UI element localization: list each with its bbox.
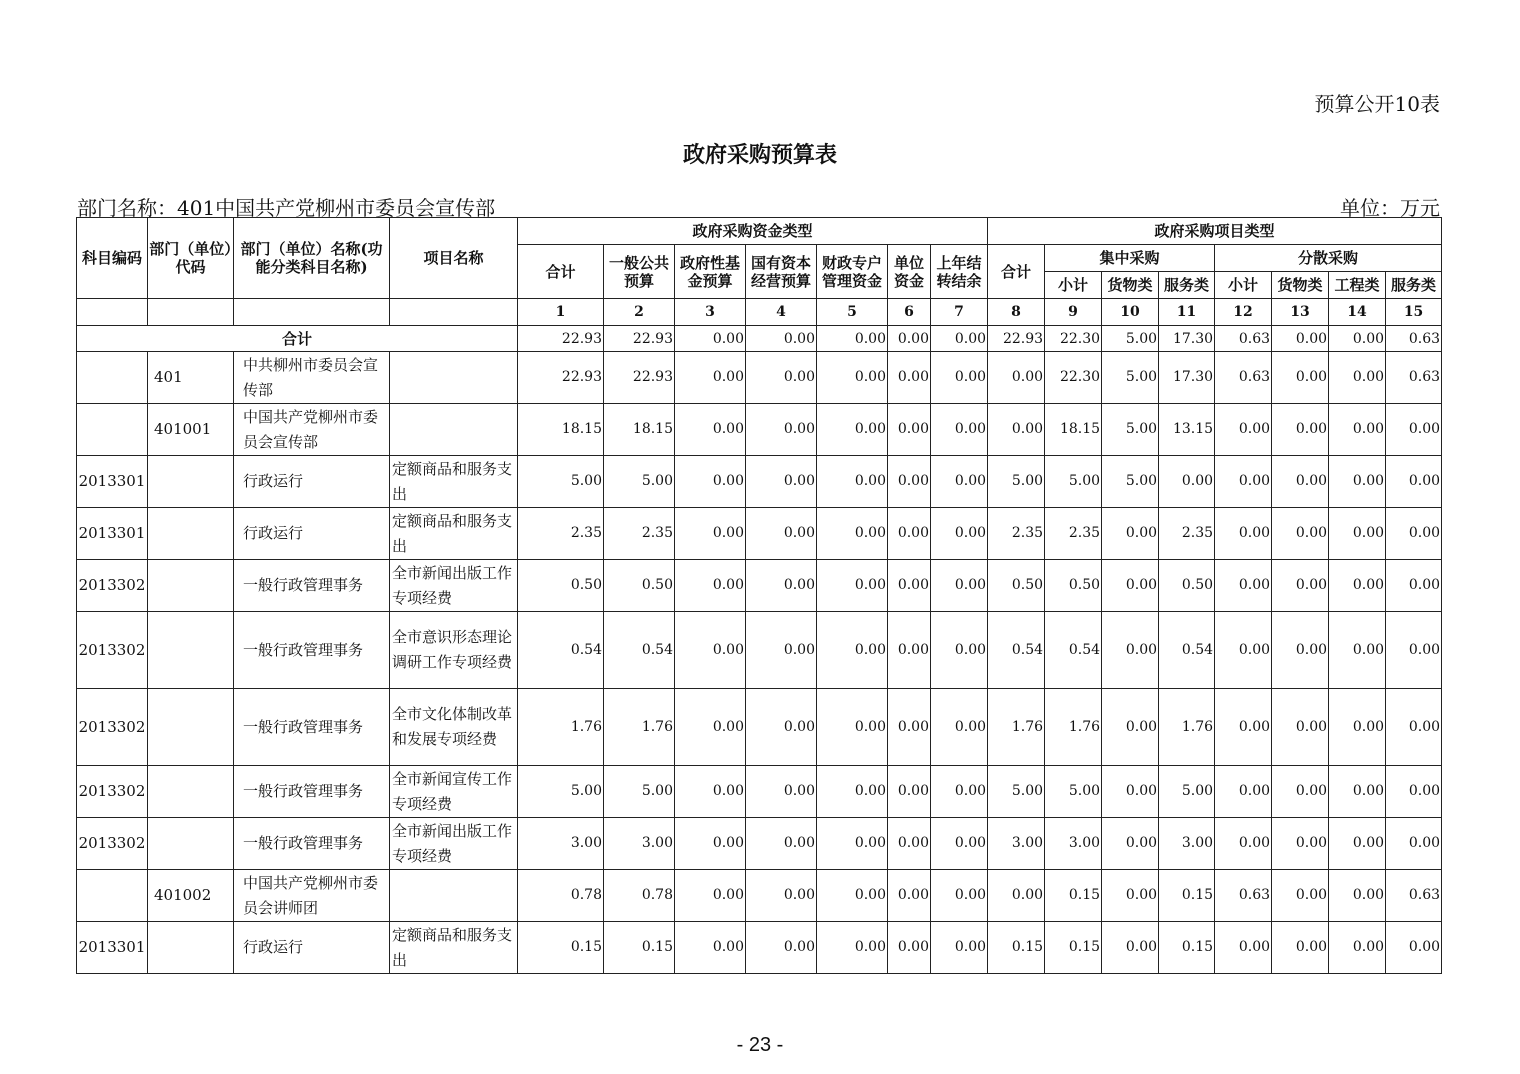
amount-cell: 0.15	[604, 922, 675, 974]
subject-code-cell	[77, 404, 148, 456]
total-value: 17.30	[1159, 326, 1215, 352]
dept-code-cell	[148, 456, 234, 508]
dept-name-cell: 行政运行	[234, 508, 390, 560]
amount-cell: 0.00	[1272, 456, 1329, 508]
amount-cell: 0.00	[1386, 612, 1442, 689]
amount-cell: 0.15	[1045, 922, 1102, 974]
header-fund-total: 合计	[518, 245, 604, 299]
amount-cell: 0.00	[1102, 508, 1159, 560]
page-title: 政府采购预算表	[682, 142, 837, 168]
total-row	[77, 326, 1442, 352]
column-index: 9	[1045, 299, 1102, 326]
amount-cell: 0.00	[1215, 456, 1272, 508]
table-row	[77, 508, 1442, 560]
amount-cell: 0.00	[1386, 766, 1442, 818]
header-dept-code: 部门（单位）代码	[148, 218, 234, 299]
amount-cell: 0.00	[931, 766, 988, 818]
amount-cell: 5.00	[604, 456, 675, 508]
total-value: 0.00	[1272, 326, 1329, 352]
total-label: 合计	[77, 326, 518, 352]
amount-cell: 3.00	[988, 818, 1045, 870]
amount-cell: 0.00	[675, 689, 746, 766]
amount-cell: 5.00	[1159, 766, 1215, 818]
department-label: 部门名称：401中国共产党柳州市委员会宣传部	[77, 196, 496, 220]
table-row	[77, 352, 1442, 404]
header-central-services: 服务类	[1159, 272, 1215, 299]
header-dispersed-procurement: 分散采购	[1215, 245, 1442, 272]
amount-cell: 0.00	[931, 352, 988, 404]
amount-cell: 0.00	[1329, 689, 1386, 766]
amount-cell: 0.00	[746, 612, 817, 689]
table-row	[77, 560, 1442, 612]
column-index: 2	[604, 299, 675, 326]
amount-cell: 0.00	[1272, 404, 1329, 456]
amount-cell: 0.00	[1102, 870, 1159, 922]
amount-cell: 0.00	[1272, 766, 1329, 818]
header-state-capital-budget: 国有资本经营预算	[746, 245, 817, 299]
amount-cell: 1.76	[518, 689, 604, 766]
dept-code-cell	[148, 508, 234, 560]
amount-cell: 0.00	[931, 508, 988, 560]
column-index: 1	[518, 299, 604, 326]
amount-cell: 5.00	[988, 456, 1045, 508]
amount-cell: 2.35	[1159, 508, 1215, 560]
column-index: 12	[1215, 299, 1272, 326]
dept-name-cell: 一般行政管理事务	[234, 560, 390, 612]
total-value: 0.00	[1329, 326, 1386, 352]
amount-cell: 22.93	[604, 352, 675, 404]
amount-cell: 0.50	[988, 560, 1045, 612]
amount-cell: 0.00	[817, 560, 888, 612]
project-name-cell: 全市新闻出版工作专项经费	[390, 818, 518, 870]
amount-cell: 0.78	[604, 870, 675, 922]
subject-code-cell: 2013302	[77, 612, 148, 689]
project-name-cell	[390, 870, 518, 922]
amount-cell: 18.15	[604, 404, 675, 456]
amount-cell: 0.00	[888, 922, 931, 974]
subject-code-cell: 2013301	[77, 456, 148, 508]
amount-cell: 0.00	[1102, 766, 1159, 818]
amount-cell: 0.00	[1329, 404, 1386, 456]
amount-cell: 0.00	[1215, 560, 1272, 612]
amount-cell: 0.00	[1329, 352, 1386, 404]
total-value: 0.00	[888, 326, 931, 352]
amount-cell: 0.00	[988, 352, 1045, 404]
amount-cell: 0.15	[1159, 922, 1215, 974]
subject-code-cell: 2013301	[77, 922, 148, 974]
header-dispersed-works: 工程类	[1329, 272, 1386, 299]
amount-cell: 0.00	[817, 612, 888, 689]
amount-cell: 0.15	[988, 922, 1045, 974]
amount-cell: 2.35	[604, 508, 675, 560]
amount-cell: 0.00	[1272, 560, 1329, 612]
amount-cell: 0.00	[1329, 818, 1386, 870]
amount-cell: 0.00	[675, 404, 746, 456]
amount-cell: 0.00	[888, 456, 931, 508]
subject-code-cell: 2013302	[77, 766, 148, 818]
amount-cell: 0.00	[1102, 818, 1159, 870]
amount-cell: 0.00	[888, 612, 931, 689]
amount-cell: 5.00	[518, 456, 604, 508]
amount-cell: 0.00	[1386, 818, 1442, 870]
amount-cell: 3.00	[604, 818, 675, 870]
amount-cell: 2.35	[518, 508, 604, 560]
dept-name-cell: 一般行政管理事务	[234, 689, 390, 766]
header-general-budget: 一般公共预算	[604, 245, 675, 299]
amount-cell: 0.00	[675, 818, 746, 870]
column-index: 10	[1102, 299, 1159, 326]
table-row	[77, 404, 1442, 456]
total-value: 0.00	[746, 326, 817, 352]
amount-cell: 0.50	[1159, 560, 1215, 612]
amount-cell: 0.00	[1272, 689, 1329, 766]
amount-cell: 0.00	[1272, 922, 1329, 974]
amount-cell: 0.00	[1329, 766, 1386, 818]
amount-cell: 1.76	[988, 689, 1045, 766]
amount-cell: 0.00	[817, 352, 888, 404]
total-value: 0.63	[1215, 326, 1272, 352]
amount-cell: 0.00	[817, 922, 888, 974]
project-name-cell: 定额商品和服务支出	[390, 922, 518, 974]
table-row	[77, 766, 1442, 818]
amount-cell: 0.00	[817, 766, 888, 818]
amount-cell: 0.00	[1329, 612, 1386, 689]
amount-cell: 0.63	[1386, 352, 1442, 404]
amount-cell: 5.00	[1102, 456, 1159, 508]
amount-cell: 1.76	[604, 689, 675, 766]
total-value: 0.63	[1386, 326, 1442, 352]
amount-cell: 18.15	[1045, 404, 1102, 456]
amount-cell: 0.00	[1215, 922, 1272, 974]
column-index: 14	[1329, 299, 1386, 326]
total-value: 0.00	[931, 326, 988, 352]
amount-cell: 0.00	[746, 560, 817, 612]
amount-cell: 0.00	[746, 689, 817, 766]
amount-cell: 0.00	[1272, 612, 1329, 689]
subject-code-cell	[77, 352, 148, 404]
project-name-cell: 全市新闻出版工作专项经费	[390, 560, 518, 612]
total-value: 5.00	[1102, 326, 1159, 352]
header-special-account: 财政专户管理资金	[817, 245, 888, 299]
amount-cell: 0.00	[931, 922, 988, 974]
amount-cell: 0.00	[1386, 404, 1442, 456]
dept-code-cell	[148, 612, 234, 689]
amount-cell: 1.76	[1045, 689, 1102, 766]
amount-cell: 0.00	[1272, 352, 1329, 404]
header-central-procurement: 集中采购	[1045, 245, 1215, 272]
amount-cell: 5.00	[1045, 456, 1102, 508]
amount-cell: 22.93	[518, 352, 604, 404]
subject-code-cell: 2013302	[77, 689, 148, 766]
procurement-budget-table	[76, 217, 1442, 974]
amount-cell: 0.00	[675, 508, 746, 560]
dept-name-cell: 一般行政管理事务	[234, 612, 390, 689]
amount-cell: 22.30	[1045, 352, 1102, 404]
amount-cell: 0.00	[746, 922, 817, 974]
column-index: 3	[675, 299, 746, 326]
header-project-type-group: 政府采购项目类型	[988, 218, 1442, 245]
total-value: 22.93	[604, 326, 675, 352]
subject-code-cell: 2013301	[77, 508, 148, 560]
header-dept-name: 部门（单位）名称(功能分类科目名称)	[234, 218, 390, 299]
amount-cell: 0.00	[888, 818, 931, 870]
amount-cell: 0.00	[746, 352, 817, 404]
amount-cell: 0.00	[931, 456, 988, 508]
subject-code-cell: 2013302	[77, 818, 148, 870]
amount-cell: 0.00	[888, 689, 931, 766]
amount-cell: 0.00	[931, 689, 988, 766]
amount-cell: 0.00	[1215, 818, 1272, 870]
amount-cell: 0.00	[1386, 689, 1442, 766]
total-value: 22.93	[518, 326, 604, 352]
amount-cell: 0.00	[931, 612, 988, 689]
amount-cell: 3.00	[1045, 818, 1102, 870]
amount-cell: 0.50	[1045, 560, 1102, 612]
header-project-total: 合计	[988, 245, 1045, 299]
dept-code-cell	[148, 560, 234, 612]
amount-cell: 0.00	[1329, 922, 1386, 974]
dept-code-cell: 401001	[148, 404, 234, 456]
amount-cell: 0.00	[1329, 456, 1386, 508]
header-dispersed-goods: 货物类	[1272, 272, 1329, 299]
total-value: 0.00	[817, 326, 888, 352]
column-index: 6	[888, 299, 931, 326]
header-gov-fund-budget: 政府性基金预算	[675, 245, 746, 299]
column-index: 8	[988, 299, 1045, 326]
column-index: 15	[1386, 299, 1442, 326]
amount-cell: 0.00	[1215, 508, 1272, 560]
column-index: 11	[1159, 299, 1215, 326]
amount-cell: 0.15	[518, 922, 604, 974]
table-row	[77, 689, 1442, 766]
amount-cell: 0.00	[1272, 508, 1329, 560]
amount-cell: 0.00	[1386, 560, 1442, 612]
amount-cell: 0.50	[518, 560, 604, 612]
amount-cell: 0.63	[1215, 352, 1272, 404]
dept-name-cell: 行政运行	[234, 456, 390, 508]
amount-cell: 0.00	[1386, 456, 1442, 508]
column-index: 7	[931, 299, 988, 326]
amount-cell: 0.00	[1215, 404, 1272, 456]
amount-cell: 0.00	[1102, 612, 1159, 689]
amount-cell: 0.00	[675, 922, 746, 974]
amount-cell: 0.00	[931, 560, 988, 612]
amount-cell: 0.50	[604, 560, 675, 612]
column-index: 5	[817, 299, 888, 326]
amount-cell: 0.15	[1159, 870, 1215, 922]
amount-cell: 0.00	[675, 456, 746, 508]
amount-cell: 0.00	[1329, 560, 1386, 612]
dept-code-cell: 401002	[148, 870, 234, 922]
amount-cell: 17.30	[1159, 352, 1215, 404]
dept-code-cell	[148, 922, 234, 974]
table-number-tag: 预算公开10表	[1314, 92, 1440, 116]
amount-cell: 0.00	[888, 352, 931, 404]
header-central-goods: 货物类	[1102, 272, 1159, 299]
amount-cell: 0.00	[817, 456, 888, 508]
amount-cell: 0.54	[1159, 612, 1215, 689]
amount-cell: 0.00	[888, 508, 931, 560]
table-row	[77, 612, 1442, 689]
project-name-cell: 全市意识形态理论调研工作专项经费	[390, 612, 518, 689]
header-dispersed-services: 服务类	[1386, 272, 1442, 299]
amount-cell: 0.54	[518, 612, 604, 689]
amount-cell: 0.00	[1215, 689, 1272, 766]
amount-cell: 0.00	[1272, 870, 1329, 922]
amount-cell: 0.00	[675, 612, 746, 689]
project-name-cell: 定额商品和服务支出	[390, 508, 518, 560]
amount-cell: 0.00	[931, 818, 988, 870]
total-value: 22.93	[988, 326, 1045, 352]
project-name-cell: 全市新闻宣传工作专项经费	[390, 766, 518, 818]
amount-cell: 0.00	[817, 404, 888, 456]
amount-cell: 0.54	[988, 612, 1045, 689]
dept-name-cell: 一般行政管理事务	[234, 818, 390, 870]
column-index: 13	[1272, 299, 1329, 326]
amount-cell: 0.00	[817, 508, 888, 560]
subject-code-cell: 2013302	[77, 560, 148, 612]
amount-cell: 0.00	[817, 689, 888, 766]
amount-cell: 0.00	[746, 766, 817, 818]
amount-cell: 0.00	[1386, 508, 1442, 560]
amount-cell: 5.00	[1102, 404, 1159, 456]
column-index-row	[77, 299, 1442, 326]
amount-cell: 0.00	[817, 818, 888, 870]
amount-cell: 0.00	[1215, 612, 1272, 689]
amount-cell: 0.00	[1386, 922, 1442, 974]
project-name-cell: 定额商品和服务支出	[390, 456, 518, 508]
amount-cell: 0.00	[746, 508, 817, 560]
dept-name-cell: 中共柳州市委员会宣传部	[234, 352, 390, 404]
amount-cell: 0.00	[675, 870, 746, 922]
total-value: 22.30	[1045, 326, 1102, 352]
subject-code-cell	[77, 870, 148, 922]
project-name-cell	[390, 352, 518, 404]
amount-cell: 0.00	[931, 870, 988, 922]
dept-code-cell	[148, 689, 234, 766]
amount-cell: 0.00	[1215, 766, 1272, 818]
header-project-name: 项目名称	[390, 218, 518, 299]
amount-cell: 0.54	[1045, 612, 1102, 689]
table-row	[77, 456, 1442, 508]
column-index: 4	[746, 299, 817, 326]
amount-cell: 1.76	[1159, 689, 1215, 766]
amount-cell: 5.00	[1102, 352, 1159, 404]
amount-cell: 0.00	[675, 352, 746, 404]
table-row	[77, 870, 1442, 922]
dept-name-cell: 行政运行	[234, 922, 390, 974]
amount-cell: 3.00	[518, 818, 604, 870]
amount-cell: 0.00	[817, 870, 888, 922]
amount-cell: 0.63	[1215, 870, 1272, 922]
amount-cell: 0.15	[1045, 870, 1102, 922]
header-subject-code: 科目编码	[77, 218, 148, 299]
amount-cell: 5.00	[988, 766, 1045, 818]
amount-cell: 0.00	[888, 404, 931, 456]
amount-cell: 5.00	[604, 766, 675, 818]
dept-name-cell: 一般行政管理事务	[234, 766, 390, 818]
amount-cell: 0.78	[518, 870, 604, 922]
amount-cell: 0.00	[1102, 689, 1159, 766]
table-row	[77, 818, 1442, 870]
dept-code-cell	[148, 766, 234, 818]
amount-cell: 3.00	[1159, 818, 1215, 870]
amount-cell: 0.00	[988, 870, 1045, 922]
page-number: - 23 -	[736, 1034, 784, 1056]
header-fund-type-group: 政府采购资金类型	[518, 218, 988, 245]
amount-cell: 0.00	[1329, 870, 1386, 922]
amount-cell: 0.00	[746, 870, 817, 922]
amount-cell: 18.15	[518, 404, 604, 456]
amount-cell: 5.00	[1045, 766, 1102, 818]
amount-cell: 2.35	[988, 508, 1045, 560]
amount-cell: 0.00	[746, 818, 817, 870]
amount-cell: 0.00	[888, 560, 931, 612]
total-value: 0.00	[675, 326, 746, 352]
amount-cell: 0.00	[1272, 818, 1329, 870]
header-dispersed-subtotal: 小计	[1215, 272, 1272, 299]
amount-cell: 0.00	[988, 404, 1045, 456]
amount-cell: 0.00	[746, 456, 817, 508]
project-name-cell: 全市文化体制改革和发展专项经费	[390, 689, 518, 766]
dept-code-cell	[148, 818, 234, 870]
dept-name-cell: 中国共产党柳州市委员会宣传部	[234, 404, 390, 456]
amount-cell: 0.63	[1386, 870, 1442, 922]
unit-label: 单位：万元	[1340, 196, 1440, 220]
amount-cell: 0.00	[1159, 456, 1215, 508]
amount-cell: 13.15	[1159, 404, 1215, 456]
header-unit-funds: 单位资金	[888, 245, 931, 299]
amount-cell: 0.00	[746, 404, 817, 456]
amount-cell: 0.00	[888, 870, 931, 922]
project-name-cell	[390, 404, 518, 456]
amount-cell: 0.00	[1102, 560, 1159, 612]
header-carryover: 上年结转结余	[931, 245, 988, 299]
amount-cell: 0.00	[888, 766, 931, 818]
header-central-subtotal: 小计	[1045, 272, 1102, 299]
amount-cell: 0.00	[675, 766, 746, 818]
amount-cell: 0.54	[604, 612, 675, 689]
amount-cell: 5.00	[518, 766, 604, 818]
amount-cell: 0.00	[1102, 922, 1159, 974]
dept-name-cell: 中国共产党柳州市委员会讲师团	[234, 870, 390, 922]
table-row	[77, 922, 1442, 974]
amount-cell: 0.00	[931, 404, 988, 456]
amount-cell: 0.00	[1329, 508, 1386, 560]
dept-code-cell: 401	[148, 352, 234, 404]
amount-cell: 0.00	[675, 560, 746, 612]
amount-cell: 2.35	[1045, 508, 1102, 560]
